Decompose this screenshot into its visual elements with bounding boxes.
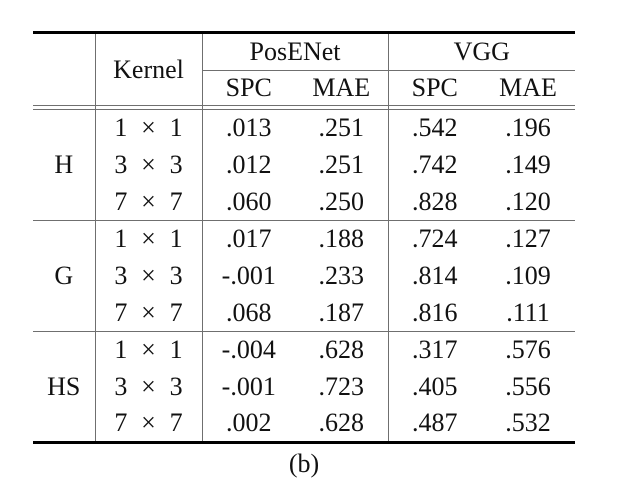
subheader-spc-posenet: SPC [225, 73, 272, 102]
value-cell: .816 [412, 297, 458, 327]
value-cell: .576 [481, 332, 575, 369]
table-body [33, 110, 575, 443]
table-row [33, 110, 575, 147]
figure-caption: (b) [288, 449, 320, 478]
table-row [33, 184, 575, 221]
kernel-cell: 1 × 1 [95, 221, 202, 258]
table-row [33, 332, 575, 369]
table-figure [33, 31, 575, 479]
kernel-cell: 7 × 7 [95, 184, 202, 221]
value-cell: .542 [412, 113, 458, 143]
value-cell: .127 [481, 221, 575, 258]
kernel-cell: 3 × 3 [95, 258, 202, 295]
value-cell: .188 [295, 221, 388, 258]
value-cell: .196 [505, 113, 551, 143]
subheader-spc-vgg: SPC [411, 73, 458, 102]
table-row [33, 147, 575, 184]
group-label: H [33, 110, 95, 221]
subheader-mae-posenet: MAE [295, 71, 388, 106]
table-row [33, 258, 575, 295]
value-cell: .487 [412, 408, 458, 438]
value-cell: .251 [295, 110, 388, 147]
col-header-kernel: Kernel [95, 33, 202, 106]
value-cell: .002 [226, 408, 272, 438]
value-cell: .556 [505, 372, 551, 401]
value-cell: .828 [412, 186, 458, 216]
subheader-mae-vgg: MAE [499, 73, 557, 102]
value-cell: .628 [295, 406, 388, 443]
value-cell: .187 [295, 295, 388, 332]
kernel-cell: 7 × 7 [95, 295, 202, 332]
value-cell: .723 [295, 369, 388, 406]
value-cell: -.001 [221, 261, 276, 290]
group-label: HS [33, 332, 95, 443]
value-cell: -.004 [202, 332, 295, 369]
value-cell: .532 [505, 408, 551, 438]
table-header [33, 33, 575, 110]
value-cell: .109 [505, 261, 551, 290]
table-row [33, 369, 575, 406]
table-row [33, 221, 575, 258]
value-cell: .405 [412, 372, 458, 401]
value-cell: .017 [202, 221, 295, 258]
kernel-cell: 1 × 1 [95, 332, 202, 369]
table-row [33, 406, 575, 443]
value-cell: .250 [295, 184, 388, 221]
value-cell: -.001 [221, 372, 276, 401]
value-cell: .120 [505, 186, 551, 216]
group-label: G [33, 221, 95, 332]
kernel-cell: 3 × 3 [95, 369, 202, 406]
table-row [33, 295, 575, 332]
kernel-cell: 3 × 3 [95, 147, 202, 184]
value-cell: .111 [506, 297, 550, 327]
col-header-posenet: PosENet [202, 33, 388, 71]
value-cell: .068 [226, 297, 272, 327]
value-cell: .251 [295, 147, 388, 184]
value-cell: .742 [412, 150, 458, 179]
value-cell: .317 [388, 332, 481, 369]
value-cell: .814 [412, 261, 458, 290]
value-cell: .628 [295, 332, 388, 369]
value-cell: .149 [505, 150, 551, 179]
results-table [33, 31, 575, 444]
col-header-vgg: VGG [388, 33, 575, 71]
value-cell: .012 [226, 150, 272, 179]
kernel-cell: 7 × 7 [95, 406, 202, 443]
value-cell: .233 [295, 258, 388, 295]
value-cell: .060 [226, 186, 272, 216]
corner-cell [33, 33, 95, 106]
value-cell: .724 [388, 221, 481, 258]
value-cell: .013 [226, 113, 272, 143]
kernel-cell: 1 × 1 [95, 110, 202, 147]
